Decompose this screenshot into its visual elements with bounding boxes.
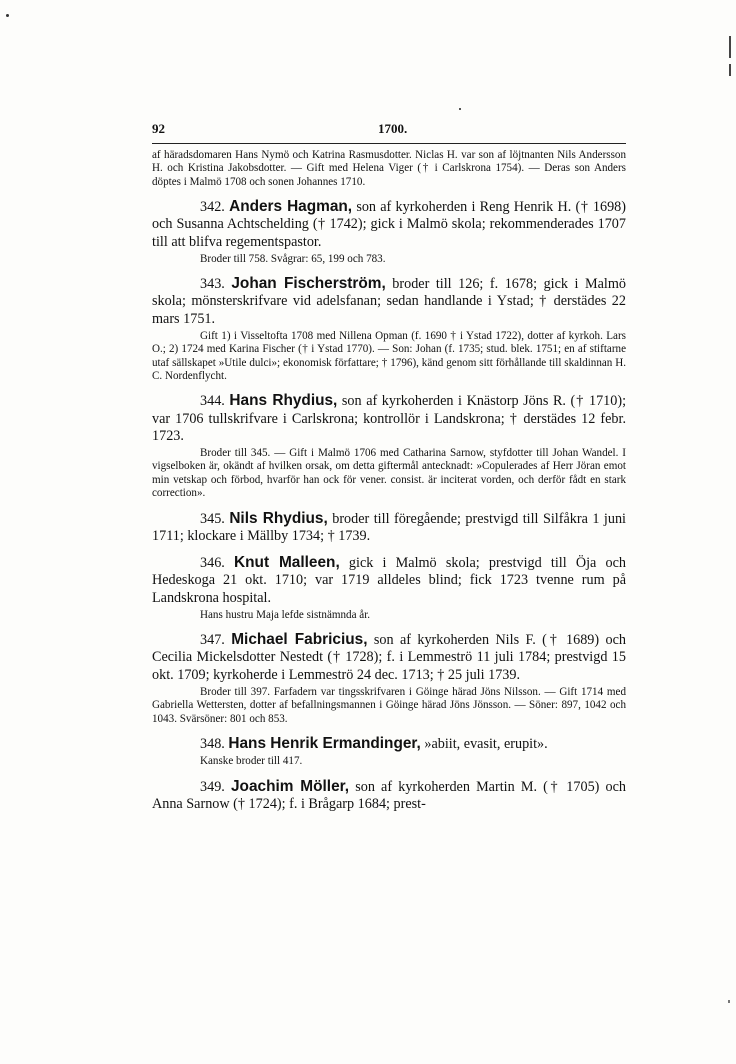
margin-speck [6, 14, 9, 17]
entry-note: Hans hustru Maja lefde sistnämnda år. [200, 608, 371, 621]
entry-name: Anders Hagman, [229, 198, 353, 216]
entry-text: son af kyrkoherden Nils F. († 1689) och Cecilia Mickelsdotter Nestedt († 1728); f. i Lemmeströ 11 juli 1784; prestvigd 15 okt. 1709; kyrkoherde i Lemmeströ 24 dec. 1713; † 25 juli 1739. [152, 632, 626, 683]
biography-entry [152, 392, 626, 445]
entries-list [152, 198, 626, 813]
entry-name: Hans Henrik Ermandinger, [228, 734, 421, 752]
entry-name: Johan Fischerström, [231, 275, 386, 293]
entry-text: son af kyrkoherden Martin M. († 1705) och Anna Sarnow († 1724); f. i Brågarp 1684; prest- [152, 778, 627, 812]
entry-name: Nils Rhydius, [229, 509, 328, 527]
entry-name: Hans Rhydius, [229, 392, 338, 410]
entry-number: 345. [200, 510, 225, 527]
entry-text: gick i Malmö skola; prestvigd till Öja och Hedeskoga 21 okt. 1710; var 1719 alldeles blind; fick 1723 tvenne rum på Landskrona hospital. [152, 555, 627, 606]
entry-name: Joachim Möller, [230, 777, 350, 795]
biography-entry [152, 198, 626, 251]
continued-note: af häradsdomaren Hans Nymö och Katrina Rasmusdotter. Niclas H. var son af löjtnanten Nils Andersson H. och Kristina Jakobsdotter. — Gift med Helena Viger († i Carlskrona 1754). — Deras son Anders döptes i Malmö 1708 och sonen Johannes 1710. [152, 149, 626, 188]
entry-number: 347. [200, 632, 225, 649]
running-title-year: 1700. [378, 121, 408, 136]
entry-number: 342. [200, 199, 225, 216]
entry-text: son af kyrkoherden i Reng Henrik H. († 1698) och Susanna Achtschelding († 1742); gick i Malmö skola; rekommenderades 1707 till att blifva regementspastor. [152, 199, 627, 250]
biography-entry [152, 778, 626, 813]
edge-mark [729, 64, 731, 76]
edge-mark [728, 1000, 730, 1003]
entry-text: broder till 126; f. 1678; gick i Malmö skola; mönsterskrifvare vid adelsfanan; sedan handlande i Ystad; † derstädes 22 mars 1751. [152, 276, 626, 327]
biography-entry [152, 554, 626, 607]
edge-mark [729, 36, 731, 58]
entry-note: Broder till 397. Farfadern var tingsskrifvaren i Göinge härad Jöns Nilsson. — Gift 1714 med Gabriella Wettersten, dotter af befallningsmannen i Göinge härad Jöns Jönsson. — Söner: 897, 1042 och 1043. Svärsöner: 801 och 853. [152, 685, 626, 725]
entry-number: 349. [200, 778, 225, 795]
entry-note: Broder till 345. — Gift i Malmö 1706 med Catharina Sarnow, styfdotter till Johan Wandel. I vigselboken är, okändt af hvilken orsak, om detta giftermål antecknadt: »Copulerades af Herr Jöran emot min vetskap och förbod, hvarför han ock för vener. consist. är inciterat vorden, och derför fådt en stark correction». [152, 447, 626, 500]
entry-number: 348. [200, 735, 225, 752]
print-speck [459, 108, 461, 110]
entry-name: Michael Fabricius, [231, 631, 368, 649]
text-column [152, 149, 626, 815]
entry-note: Gift 1) i Visseltofta 1708 med Nillena Opman (f. 1690 † i Ystad 1722), dotter af kyrkoh. Lars O.; 2) 1724 med Karina Fischer († i Ystad 1770). — Son: Johan (f. 1735; stud. blek. 1751; en af stiftarne utaf sällskapet »Utile dulci»; ekonomisk författare; † 1796), känd genom sitt förhållande till skaldinnan H. C. Nordenflycht. [152, 329, 626, 383]
entry-note: Kanske broder till 417. [200, 755, 303, 768]
entry-number: 343. [200, 276, 225, 293]
entry-note: Broder till 758. Svågrar: 65, 199 och 783. [200, 252, 386, 265]
entry-number: 346. [200, 555, 225, 572]
page-number: 92 [152, 121, 165, 136]
running-header [152, 121, 626, 144]
entry-text: son af kyrkoherden i Knästorp Jöns R. († 1710); var 1706 tullskrifvare i Carlskrona; kontrollör i Landskrona; † derstädes 12 febr. 1723. [152, 393, 627, 444]
biography-entry [152, 631, 626, 684]
entry-number: 344. [200, 393, 225, 410]
biography-entry [152, 510, 626, 545]
biography-entry [152, 735, 626, 753]
biography-entry [152, 275, 626, 328]
entry-text: broder till föregående; prestvigd till Silfåkra 1 juni 1711; klockare i Mällby 1734; † 1739. [152, 510, 626, 544]
entry-text: »abiit, evasit, erupit». [420, 735, 548, 752]
entry-name: Knut Malleen, [234, 554, 340, 572]
